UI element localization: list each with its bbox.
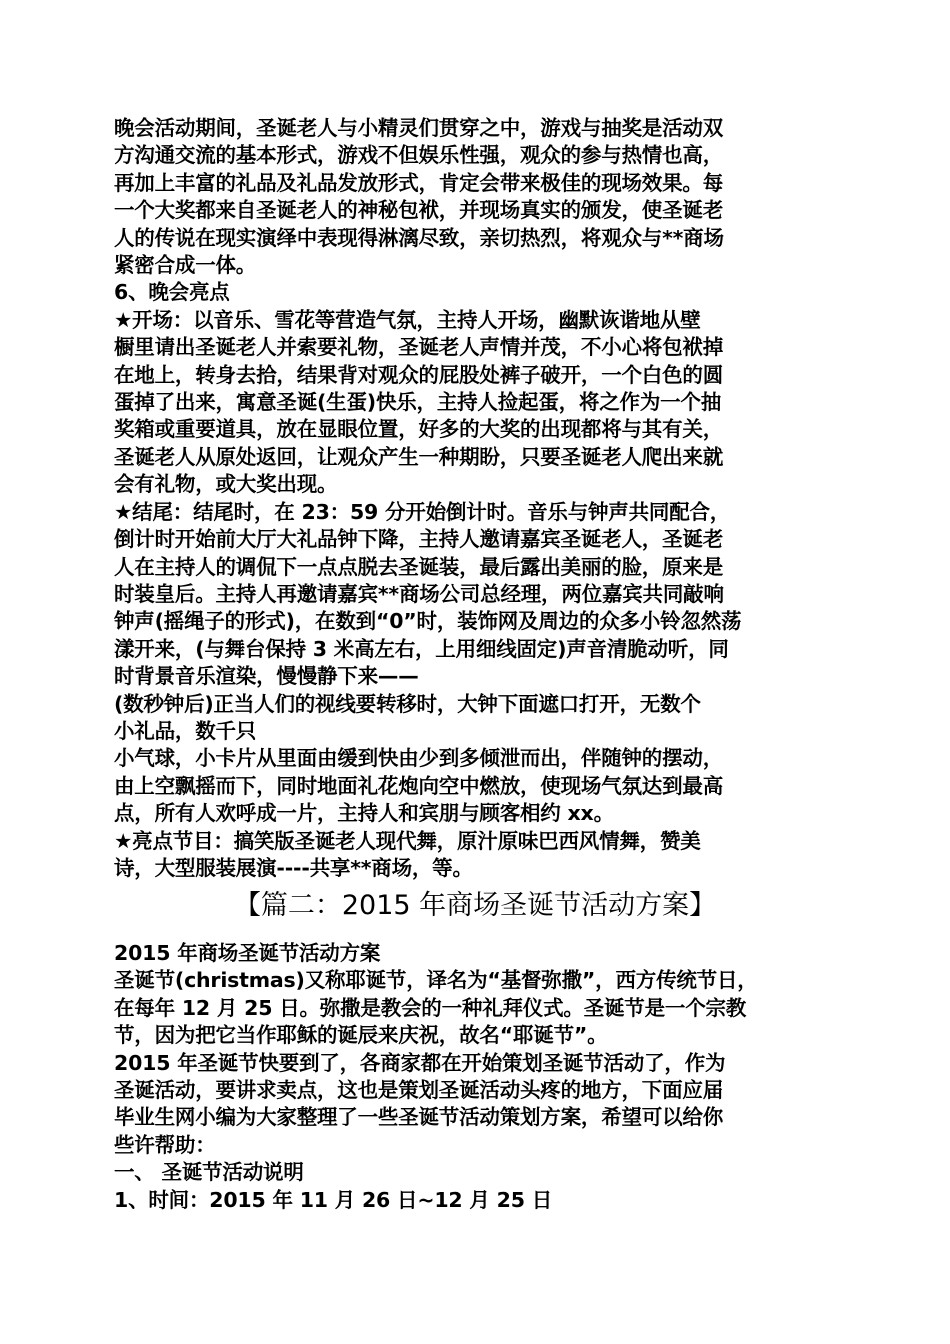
paragraph-line: ★结尾：结尾时，在 23：59 分开始倒计时。音乐与钟声共同配合， xyxy=(114,499,731,524)
paragraph-line: 圣诞老人从原处返回，让观众产生一种期盼，只要圣诞老人爬出来就 xyxy=(114,444,723,469)
paragraph-line: 漾开来，(与舞台保持 3 米高左右，上用细线固定)声音清脆动听，同 xyxy=(114,636,729,661)
article-title: 2015 年商场圣诞节活动方案 xyxy=(114,941,381,965)
paragraph-line: 时背景音乐渲染，慢慢静下来—— xyxy=(114,664,419,689)
paragraph-line: 小气球，小卡片从里面由缓到快由少到多倾泄而出，伴随钟的摆动， xyxy=(114,746,723,771)
section-heading-description: 一、 圣诞节活动说明 xyxy=(114,1160,304,1185)
paragraph-line: 在每年 12 月 25 日。弥撒是教会的一种礼拜仪式。圣诞节是一个宗教 xyxy=(114,995,747,1020)
paragraph-line: 人的传说在现实演绎中表现得淋漓尽致，亲切热烈，将观众与**商场 xyxy=(114,225,724,250)
paragraph-line: 钟声(摇绳子的形式)，在数到“0”时，装饰网及周边的众多小铃忽然荡 xyxy=(114,609,742,634)
paragraph-line: 些许帮助： xyxy=(114,1132,216,1157)
paragraph-line: 一个大奖都来自圣诞老人的神秘包袱，并现场真实的颁发，使圣诞老 xyxy=(114,198,723,223)
paragraph-line: 圣诞节(christmas)又称耶诞节，译名为“基督弥撒”，西方传统节日， xyxy=(114,968,758,993)
paragraph-line: ★开场：以音乐、雪花等营造气氛，主持人开场，幽默诙谐地从壁 xyxy=(114,307,701,332)
paragraph-line: 2015 年圣诞节快要到了，各商家都在开始策划圣诞节活动了，作为 xyxy=(114,1050,726,1075)
paragraph-line: 会有礼物，或大奖出现。 xyxy=(114,472,338,497)
paragraph-line: 圣诞活动，要讲求卖点，这也是策划圣诞活动头疼的地方，下面应届 xyxy=(114,1078,723,1103)
paragraph-line: 小礼品，数千只 xyxy=(114,718,257,743)
paragraph-line: 毕业生网小编为大家整理了一些圣诞节活动策划方案，希望可以给你 xyxy=(114,1105,723,1130)
section-2-body xyxy=(114,940,838,1214)
section-1-body xyxy=(114,115,838,882)
paragraph-line: 晚会活动期间，圣诞老人与小精灵们贯穿之中，游戏与抽奖是活动双 xyxy=(114,116,723,140)
paragraph-line: 诗，大型服装展演----共享**商场，等。 xyxy=(114,855,473,880)
paragraph-line: 由上空飘摇而下，同时地面礼花炮向空中燃放，使现场气氛达到最高 xyxy=(114,773,723,798)
time-line: 1、时间：2015 年 11 月 26 日~12 月 25 日 xyxy=(114,1187,553,1212)
paragraph-line: 在地上，转身去拾，结果背对观众的屁股处裤子破开，一个白色的圆 xyxy=(114,362,723,387)
paragraph-line: ★亮点节目：搞笑版圣诞老人现代舞，原汁原味巴西风情舞，赞美 xyxy=(114,828,701,853)
paragraph-line: 节，因为把它当作耶稣的诞辰来庆祝，故名“耶诞节”。 xyxy=(114,1023,608,1048)
paragraph-line: 紧密合成一体。 xyxy=(114,253,257,278)
paragraph-line: 再加上丰富的礼品及礼品发放形式，肯定会带来极佳的现场效果。每 xyxy=(114,170,723,195)
paragraph-line: 方沟通交流的基本形式，游戏不但娱乐性强，观众的参与热情也高， xyxy=(114,143,723,168)
paragraph-line: 时装皇后。主持人再邀请嘉宾**商场公司总经理，两位嘉宾共同敲响 xyxy=(114,581,724,606)
paragraph-line: 点，所有人欢呼成一片，主持人和宾朋与顾客相约 xx。 xyxy=(114,801,614,826)
section-heading-highlights: 6、晚会亮点 xyxy=(114,280,230,305)
paragraph-line: 倒计时开始前大厅大礼品钟下降，主持人邀请嘉宾圣诞老人，圣诞老 xyxy=(114,527,723,552)
paragraph-line: (数秒钟后)正当人们的视线要转移时，大钟下面遮口打开，无数个 xyxy=(114,691,701,716)
paragraph-line: 橱里请出圣诞老人并索要礼物，圣诞老人声情并茂，不小心将包袱掉 xyxy=(114,335,723,360)
paragraph-line: 人在主持人的调侃下一点点脱去圣诞装，最后露出美丽的脸，原来是 xyxy=(114,554,723,579)
paragraph-line: 蛋掉了出来，寓意圣诞(生蛋)快乐，主持人捡起蛋，将之作为一个抽 xyxy=(114,390,722,415)
paragraph-line: 奖箱或重要道具，放在显眼位置，好多的大奖的出现都将与其有关， xyxy=(114,417,723,442)
chapter-heading: 【篇二：2015 年商场圣诞节活动方案】 xyxy=(233,890,717,921)
